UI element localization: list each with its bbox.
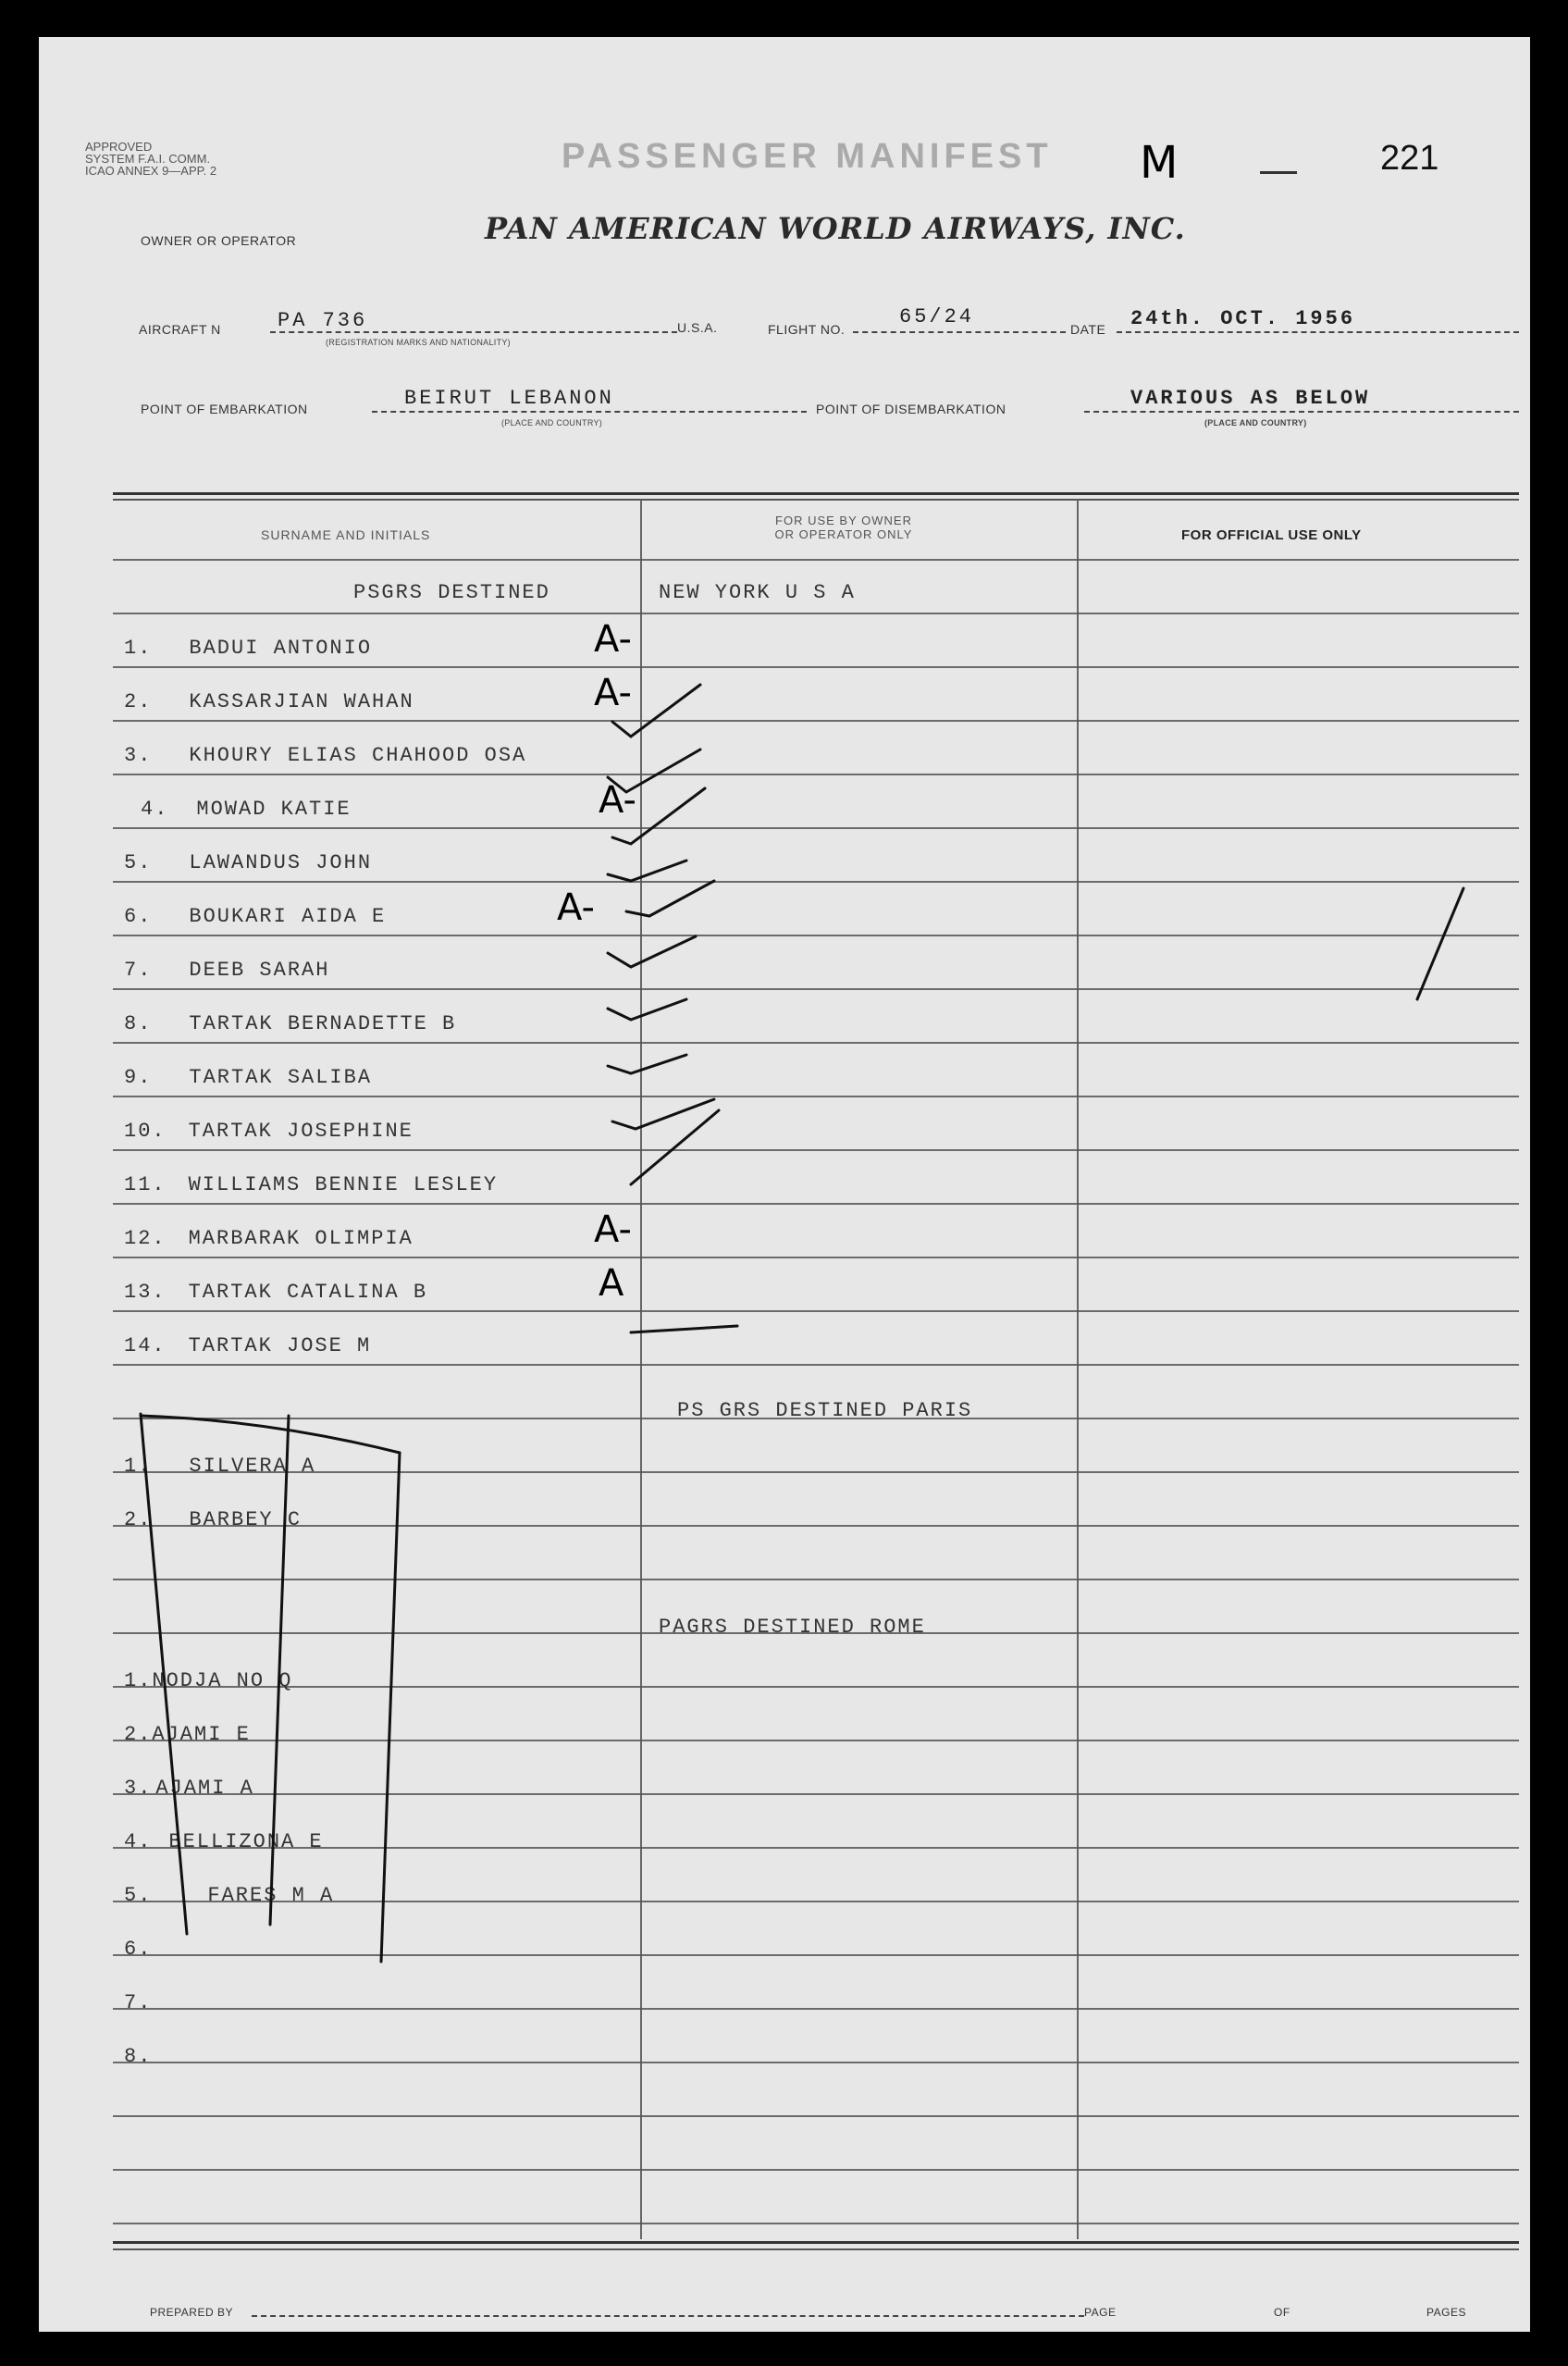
section-heading-rome: PAGRS DESTINED ROME	[659, 1616, 926, 1639]
row-number: 3.	[124, 1777, 153, 1800]
row-number: 7.	[124, 1991, 153, 2014]
owner-use-line: OR OPERATOR ONLY	[774, 527, 913, 541]
approval-line: ICAO ANNEX 9—APP. 2	[85, 164, 217, 178]
row-number: 5.	[124, 851, 153, 874]
passenger-name: NODJA NO Q	[152, 1669, 293, 1692]
of-label: OF	[1274, 2306, 1290, 2319]
row-number: 14.	[124, 1334, 167, 1357]
passenger-name: BELLIZONA E	[168, 1830, 324, 1853]
passenger-name: SILVERA A	[189, 1455, 316, 1478]
row-number: 4.	[124, 1830, 153, 1853]
row-number: 13.	[124, 1281, 167, 1304]
flight-value: 65/24	[899, 305, 975, 328]
owner-use-line: FOR USE BY OWNER	[775, 514, 912, 527]
row-number: 2.	[124, 1723, 153, 1746]
handwritten-mark: A-	[557, 886, 595, 929]
disembarkation-label: POINT OF DISEMBARKATION	[816, 402, 1006, 416]
pages-label: PAGES	[1426, 2306, 1466, 2319]
handwritten-mark: A-	[594, 672, 632, 714]
section-heading-paris: PS GRS DESTINED PARIS	[677, 1399, 973, 1422]
handwritten-checkmarks	[39, 37, 1530, 2332]
row-number: 10.	[124, 1120, 167, 1143]
row-number: 9.	[124, 1066, 153, 1089]
passenger-name: AJAMI A	[155, 1777, 254, 1800]
prepared-by-label: PREPARED BY	[150, 2306, 233, 2319]
passenger-name: BOUKARI AIDA E	[189, 905, 387, 928]
handwritten-mark: A	[599, 1262, 624, 1305]
row-number: 2.	[124, 1508, 153, 1531]
owner-label: OWNER OR OPERATOR	[141, 233, 297, 248]
embarkation-label: POINT OF EMBARKATION	[141, 402, 308, 416]
handwritten-mark: A-	[594, 1208, 632, 1251]
page-number: 221	[1380, 139, 1439, 178]
embarkation-value: BEIRUT LEBANON	[404, 387, 614, 410]
nationality-label: U.S.A.	[677, 320, 718, 335]
passenger-name: AJAMI E	[152, 1723, 251, 1746]
passenger-name: WILLIAMS BENNIE LESLEY	[188, 1173, 499, 1196]
passenger-name: BARBEY C	[189, 1508, 302, 1531]
passenger-name: MOWAD KATIE	[196, 798, 352, 821]
embarkation-caption: (PLACE AND COUNTRY)	[501, 418, 603, 427]
row-number: 1.	[124, 1455, 153, 1478]
row-number: 12.	[124, 1227, 167, 1250]
row-number: 1.	[124, 1669, 153, 1692]
section-heading-ny-left: PSGRS DESTINED	[353, 581, 550, 604]
row-number: 7.	[124, 959, 153, 982]
passenger-name: TARTAK SALIBA	[189, 1066, 373, 1089]
handwritten-mark: A-	[594, 618, 632, 661]
row-number: 2.	[124, 690, 153, 713]
passenger-name: BADUI ANTONIO	[189, 637, 373, 660]
row-number: 4.	[141, 798, 169, 821]
flight-label: FLIGHT NO.	[768, 322, 846, 337]
date-label: DATE	[1070, 322, 1106, 337]
page-title: PASSENGER MANIFEST	[562, 137, 1053, 176]
row-number: 1.	[124, 637, 153, 660]
passenger-name: KHOURY ELIAS CHAHOOD OSA	[189, 744, 527, 767]
passenger-name: LAWANDUS JOHN	[189, 851, 373, 874]
section-heading-ny-right: NEW YORK U S A	[659, 581, 856, 604]
carrier-name: PAN AMERICAN WORLD AIRWAYS, INC.	[485, 211, 1186, 246]
column-header-surname: SURNAME AND INITIALS	[261, 527, 431, 542]
passenger-name: TARTAK JOSE M	[188, 1334, 372, 1357]
approval-line: SYSTEM F.A.I. COMM.	[85, 152, 211, 166]
passenger-name: FARES M A	[207, 1884, 335, 1907]
passenger-name: TARTAK CATALINA B	[188, 1281, 428, 1304]
page-label: PAGE	[1084, 2306, 1117, 2319]
row-number: 8.	[124, 2045, 153, 2068]
passenger-name: KASSARJIAN WAHAN	[189, 690, 414, 713]
handwritten-mark: A-	[599, 779, 636, 822]
row-number: 11.	[124, 1173, 167, 1196]
row-number: 5.	[124, 1884, 153, 1907]
disembarkation-value: VARIOUS AS BELOW	[1130, 387, 1371, 410]
passenger-name: TARTAK JOSEPHINE	[188, 1120, 414, 1143]
aircraft-label: AIRCRAFT N	[139, 322, 221, 337]
row-number: 3.	[124, 744, 153, 767]
date-value: 24th. OCT. 1956	[1130, 307, 1356, 330]
disembarkation-caption: (PLACE AND COUNTRY)	[1204, 418, 1307, 427]
margin-mark: M	[1140, 137, 1179, 189]
approval-line: APPROVED	[85, 140, 153, 154]
aircraft-caption: (REGISTRATION MARKS AND NATIONALITY)	[326, 338, 511, 347]
passenger-name: TARTAK BERNADETTE B	[189, 1012, 457, 1035]
column-header-official: FOR OFFICIAL USE ONLY	[1181, 527, 1362, 543]
manifest-sheet	[39, 37, 1530, 2332]
aircraft-value: PA 736	[278, 309, 368, 332]
row-number: 6.	[124, 905, 153, 928]
passenger-name: DEEB SARAH	[189, 959, 330, 982]
row-number: 6.	[124, 1938, 153, 1961]
row-number: 8.	[124, 1012, 153, 1035]
passenger-name: MARBARAK OLIMPIA	[188, 1227, 414, 1250]
